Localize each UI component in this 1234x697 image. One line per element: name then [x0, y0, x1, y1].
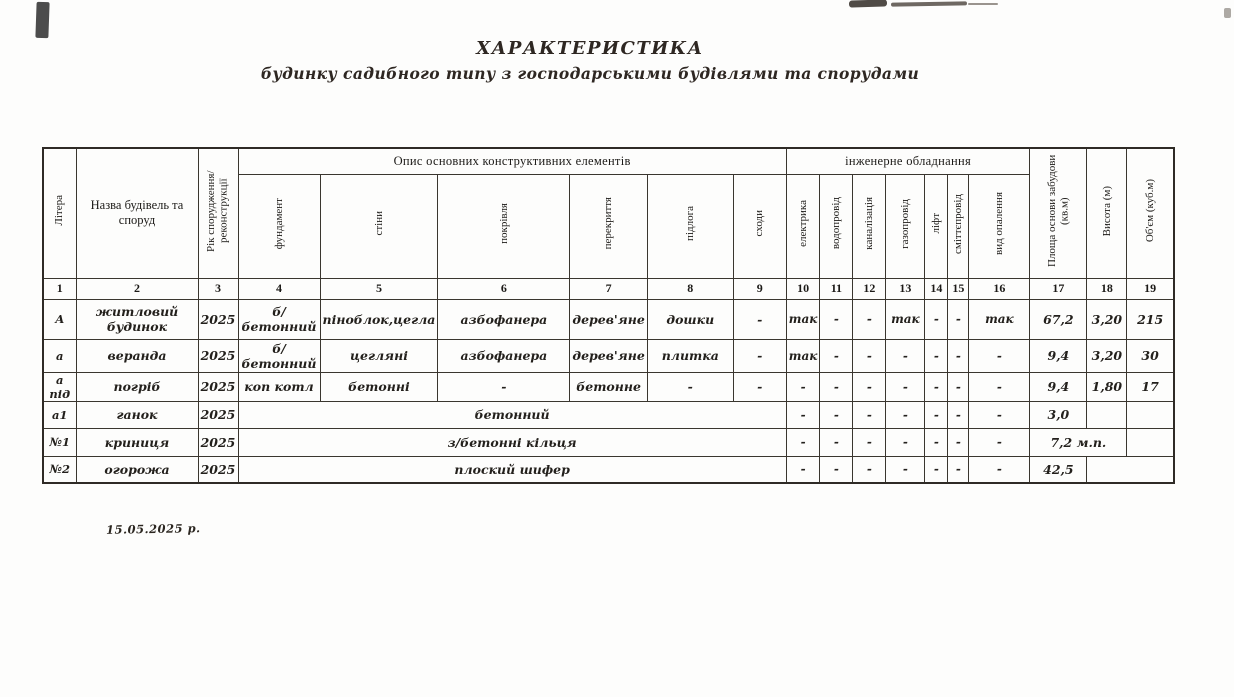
data-cell: - [886, 401, 925, 428]
document-heading [0, 38, 1180, 83]
data-cell: бетонні [320, 372, 438, 401]
col-header-18 [1087, 148, 1127, 278]
data-cell: - [925, 401, 948, 428]
data-cell: - [733, 372, 786, 401]
data-cell: 1,80 [1087, 372, 1127, 401]
data-cell: - [948, 299, 969, 339]
column-number: 19 [1127, 278, 1174, 299]
header-group-row [43, 148, 1174, 174]
vertical-label: вид опалення [993, 192, 1006, 255]
data-cell-description: плоский шифер [238, 456, 786, 483]
column-number: 17 [1030, 278, 1087, 299]
data-cell-letter: №2 [43, 456, 76, 483]
table-row [43, 428, 1174, 456]
data-cell: - [820, 428, 853, 456]
col-header-7 [570, 174, 647, 278]
data-cell: 2025 [198, 339, 238, 372]
col-header-12 [853, 174, 886, 278]
data-cell: - [853, 428, 886, 456]
col-header-litera [43, 148, 76, 278]
data-cell: - [853, 372, 886, 401]
data-cell [1087, 456, 1174, 483]
column-number: 4 [238, 278, 320, 299]
data-cell: - [925, 372, 948, 401]
data-cell: - [853, 299, 886, 339]
header-number-row [43, 278, 1174, 299]
data-cell: дерев'яне [570, 299, 647, 339]
column-number: 7 [570, 278, 647, 299]
column-number: 16 [969, 278, 1030, 299]
data-cell: - [925, 456, 948, 483]
data-cell [1087, 401, 1127, 428]
col-header-6 [438, 174, 570, 278]
data-cell: - [969, 456, 1030, 483]
data-cell: - [925, 339, 948, 372]
data-cell: 42,5 [1030, 456, 1087, 483]
table-row [43, 456, 1174, 483]
vertical-label: Площа основи забудови (кв.м) [1045, 154, 1071, 267]
data-cell: а [43, 339, 76, 372]
data-cell: - [733, 299, 786, 339]
document-title: ХАРАКТЕРИСТИКА [476, 38, 704, 59]
column-number: 6 [438, 278, 570, 299]
vertical-label: стіни [372, 211, 385, 236]
data-cell: - [820, 401, 853, 428]
scan-smudge-top-right [891, 1, 967, 6]
data-cell: - [948, 372, 969, 401]
data-cell: так [886, 299, 925, 339]
data-cell-name: криниця [76, 428, 198, 456]
data-cell [1127, 428, 1174, 456]
vertical-label: каналізація [863, 197, 876, 250]
data-cell: А [43, 299, 76, 339]
data-cell: так [786, 299, 820, 339]
date-note: 15.05.2025 р. [105, 521, 201, 537]
scan-smudge-top-right [849, 0, 887, 8]
data-cell: 215 [1127, 299, 1174, 339]
data-cell: - [886, 428, 925, 456]
data-cell: - [820, 456, 853, 483]
data-cell: бетонне [570, 372, 647, 401]
column-number: 3 [198, 278, 238, 299]
col-header-11 [820, 174, 853, 278]
col-header-16 [969, 174, 1030, 278]
scan-smudge-top-right [968, 3, 998, 5]
vertical-label: ліфт [930, 213, 943, 234]
data-cell: дерев'яне [570, 339, 647, 372]
data-cell-letter: а1 [43, 401, 76, 428]
col-header-19 [1127, 148, 1174, 278]
column-number: 14 [925, 278, 948, 299]
data-cell: 2025 [198, 299, 238, 339]
data-cell: - [733, 339, 786, 372]
col-header-nazva: Назва будівель та споруд [76, 148, 198, 278]
data-cell: 9,4 [1030, 372, 1087, 401]
data-cell: - [948, 339, 969, 372]
vertical-label: Літера [53, 195, 66, 227]
column-number: 2 [76, 278, 198, 299]
column-number: 13 [886, 278, 925, 299]
group-header-engineering: інженерне обладнання [786, 148, 1030, 174]
data-cell: - [886, 456, 925, 483]
scan-smudge-top-left [35, 2, 49, 38]
data-cell: - [786, 456, 820, 483]
data-cell: веранда [76, 339, 198, 372]
vertical-label: газопровід [899, 198, 912, 249]
vertical-label: електрика [796, 200, 809, 247]
column-number: 11 [820, 278, 853, 299]
data-cell: азбофанера [438, 299, 570, 339]
col-header-8 [647, 174, 733, 278]
scan-smudge-right-edge [1224, 8, 1231, 18]
data-cell: - [886, 372, 925, 401]
column-number: 12 [853, 278, 886, 299]
vertical-label: Висота (м) [1100, 185, 1113, 236]
data-cell: - [820, 339, 853, 372]
data-cell: - [853, 339, 886, 372]
data-cell: - [925, 428, 948, 456]
table-row [43, 401, 1174, 428]
data-cell: - [820, 299, 853, 339]
vertical-label: сміттєпровід [952, 193, 965, 254]
data-cell: - [948, 456, 969, 483]
table-row [43, 372, 1174, 401]
column-number: 18 [1087, 278, 1127, 299]
col-header-5 [320, 174, 438, 278]
column-number: 8 [647, 278, 733, 299]
data-cell: 3,0 [1030, 401, 1087, 428]
data-cell: 3,20 [1087, 339, 1127, 372]
data-cell-description: бетонний [238, 401, 786, 428]
data-cell: азбофанера [438, 339, 570, 372]
vertical-label: Об'єм (куб.м) [1143, 179, 1156, 243]
data-cell: - [925, 299, 948, 339]
data-cell: - [853, 456, 886, 483]
data-cell-letter: №1 [43, 428, 76, 456]
data-cell: - [786, 401, 820, 428]
characteristics-table [42, 147, 1175, 484]
data-cell: - [948, 428, 969, 456]
vertical-label: сходи [753, 210, 766, 237]
data-cell: 67,2 [1030, 299, 1087, 339]
data-cell: - [969, 428, 1030, 456]
column-number: 10 [786, 278, 820, 299]
data-cell: - [820, 372, 853, 401]
data-cell: дошки [647, 299, 733, 339]
data-cell: житловий будинок [76, 299, 198, 339]
data-cell: б/бетонний [238, 339, 320, 372]
col-header-17 [1030, 148, 1087, 278]
data-cell-year: 2025 [198, 428, 238, 456]
data-cell-year: 2025 [198, 401, 238, 428]
col-header-14 [925, 174, 948, 278]
data-cell: коп котл [238, 372, 320, 401]
vertical-label: перекриття [602, 197, 615, 250]
data-cell: - [853, 401, 886, 428]
col-header-rik [198, 148, 238, 278]
data-cell: - [786, 428, 820, 456]
data-cell: - [886, 339, 925, 372]
data-cell: 30 [1127, 339, 1174, 372]
data-cell-year: 2025 [198, 456, 238, 483]
data-cell: б/бетонний [238, 299, 320, 339]
vertical-label: водопровід [830, 197, 843, 250]
group-header-construction: Опис основних конструктивних елементів [238, 148, 786, 174]
data-cell: плитка [647, 339, 733, 372]
col-header-13 [886, 174, 925, 278]
data-cell-description: з/бетонні кільця [238, 428, 786, 456]
data-cell: 7,2 м.п. [1030, 428, 1127, 456]
vertical-label: підлога [683, 206, 696, 241]
data-cell: 3,20 [1087, 299, 1127, 339]
col-header-9 [733, 174, 786, 278]
col-header-10 [786, 174, 820, 278]
vertical-label: фундамент [272, 197, 285, 250]
data-cell [1127, 401, 1174, 428]
table-row [43, 339, 1174, 372]
column-number: 9 [733, 278, 786, 299]
data-cell: - [969, 401, 1030, 428]
column-number: 15 [948, 278, 969, 299]
data-cell: 9,4 [1030, 339, 1087, 372]
data-cell: так [786, 339, 820, 372]
data-cell: - [647, 372, 733, 401]
data-cell-name: ганок [76, 401, 198, 428]
data-cell: 17 [1127, 372, 1174, 401]
document-subtitle: будинку садибного типу з господарськими будівлями та спорудами [260, 64, 920, 83]
data-cell: - [969, 339, 1030, 372]
data-cell: цегляні [320, 339, 438, 372]
col-header-4 [238, 174, 320, 278]
data-cell: піноблок,цегла [320, 299, 438, 339]
data-cell: так [969, 299, 1030, 339]
data-cell-name: огорожа [76, 456, 198, 483]
data-cell: - [969, 372, 1030, 401]
vertical-label: покрівля [497, 203, 510, 244]
data-cell: - [948, 401, 969, 428]
data-cell: 2025 [198, 372, 238, 401]
table-row [43, 299, 1174, 339]
data-cell: - [786, 372, 820, 401]
column-number: 1 [43, 278, 76, 299]
data-cell: а під [43, 372, 76, 401]
data-cell: погріб [76, 372, 198, 401]
column-number: 5 [320, 278, 438, 299]
vertical-label: Рік спорудження/реконструкції [205, 169, 230, 252]
data-cell: - [438, 372, 570, 401]
col-header-15 [948, 174, 969, 278]
